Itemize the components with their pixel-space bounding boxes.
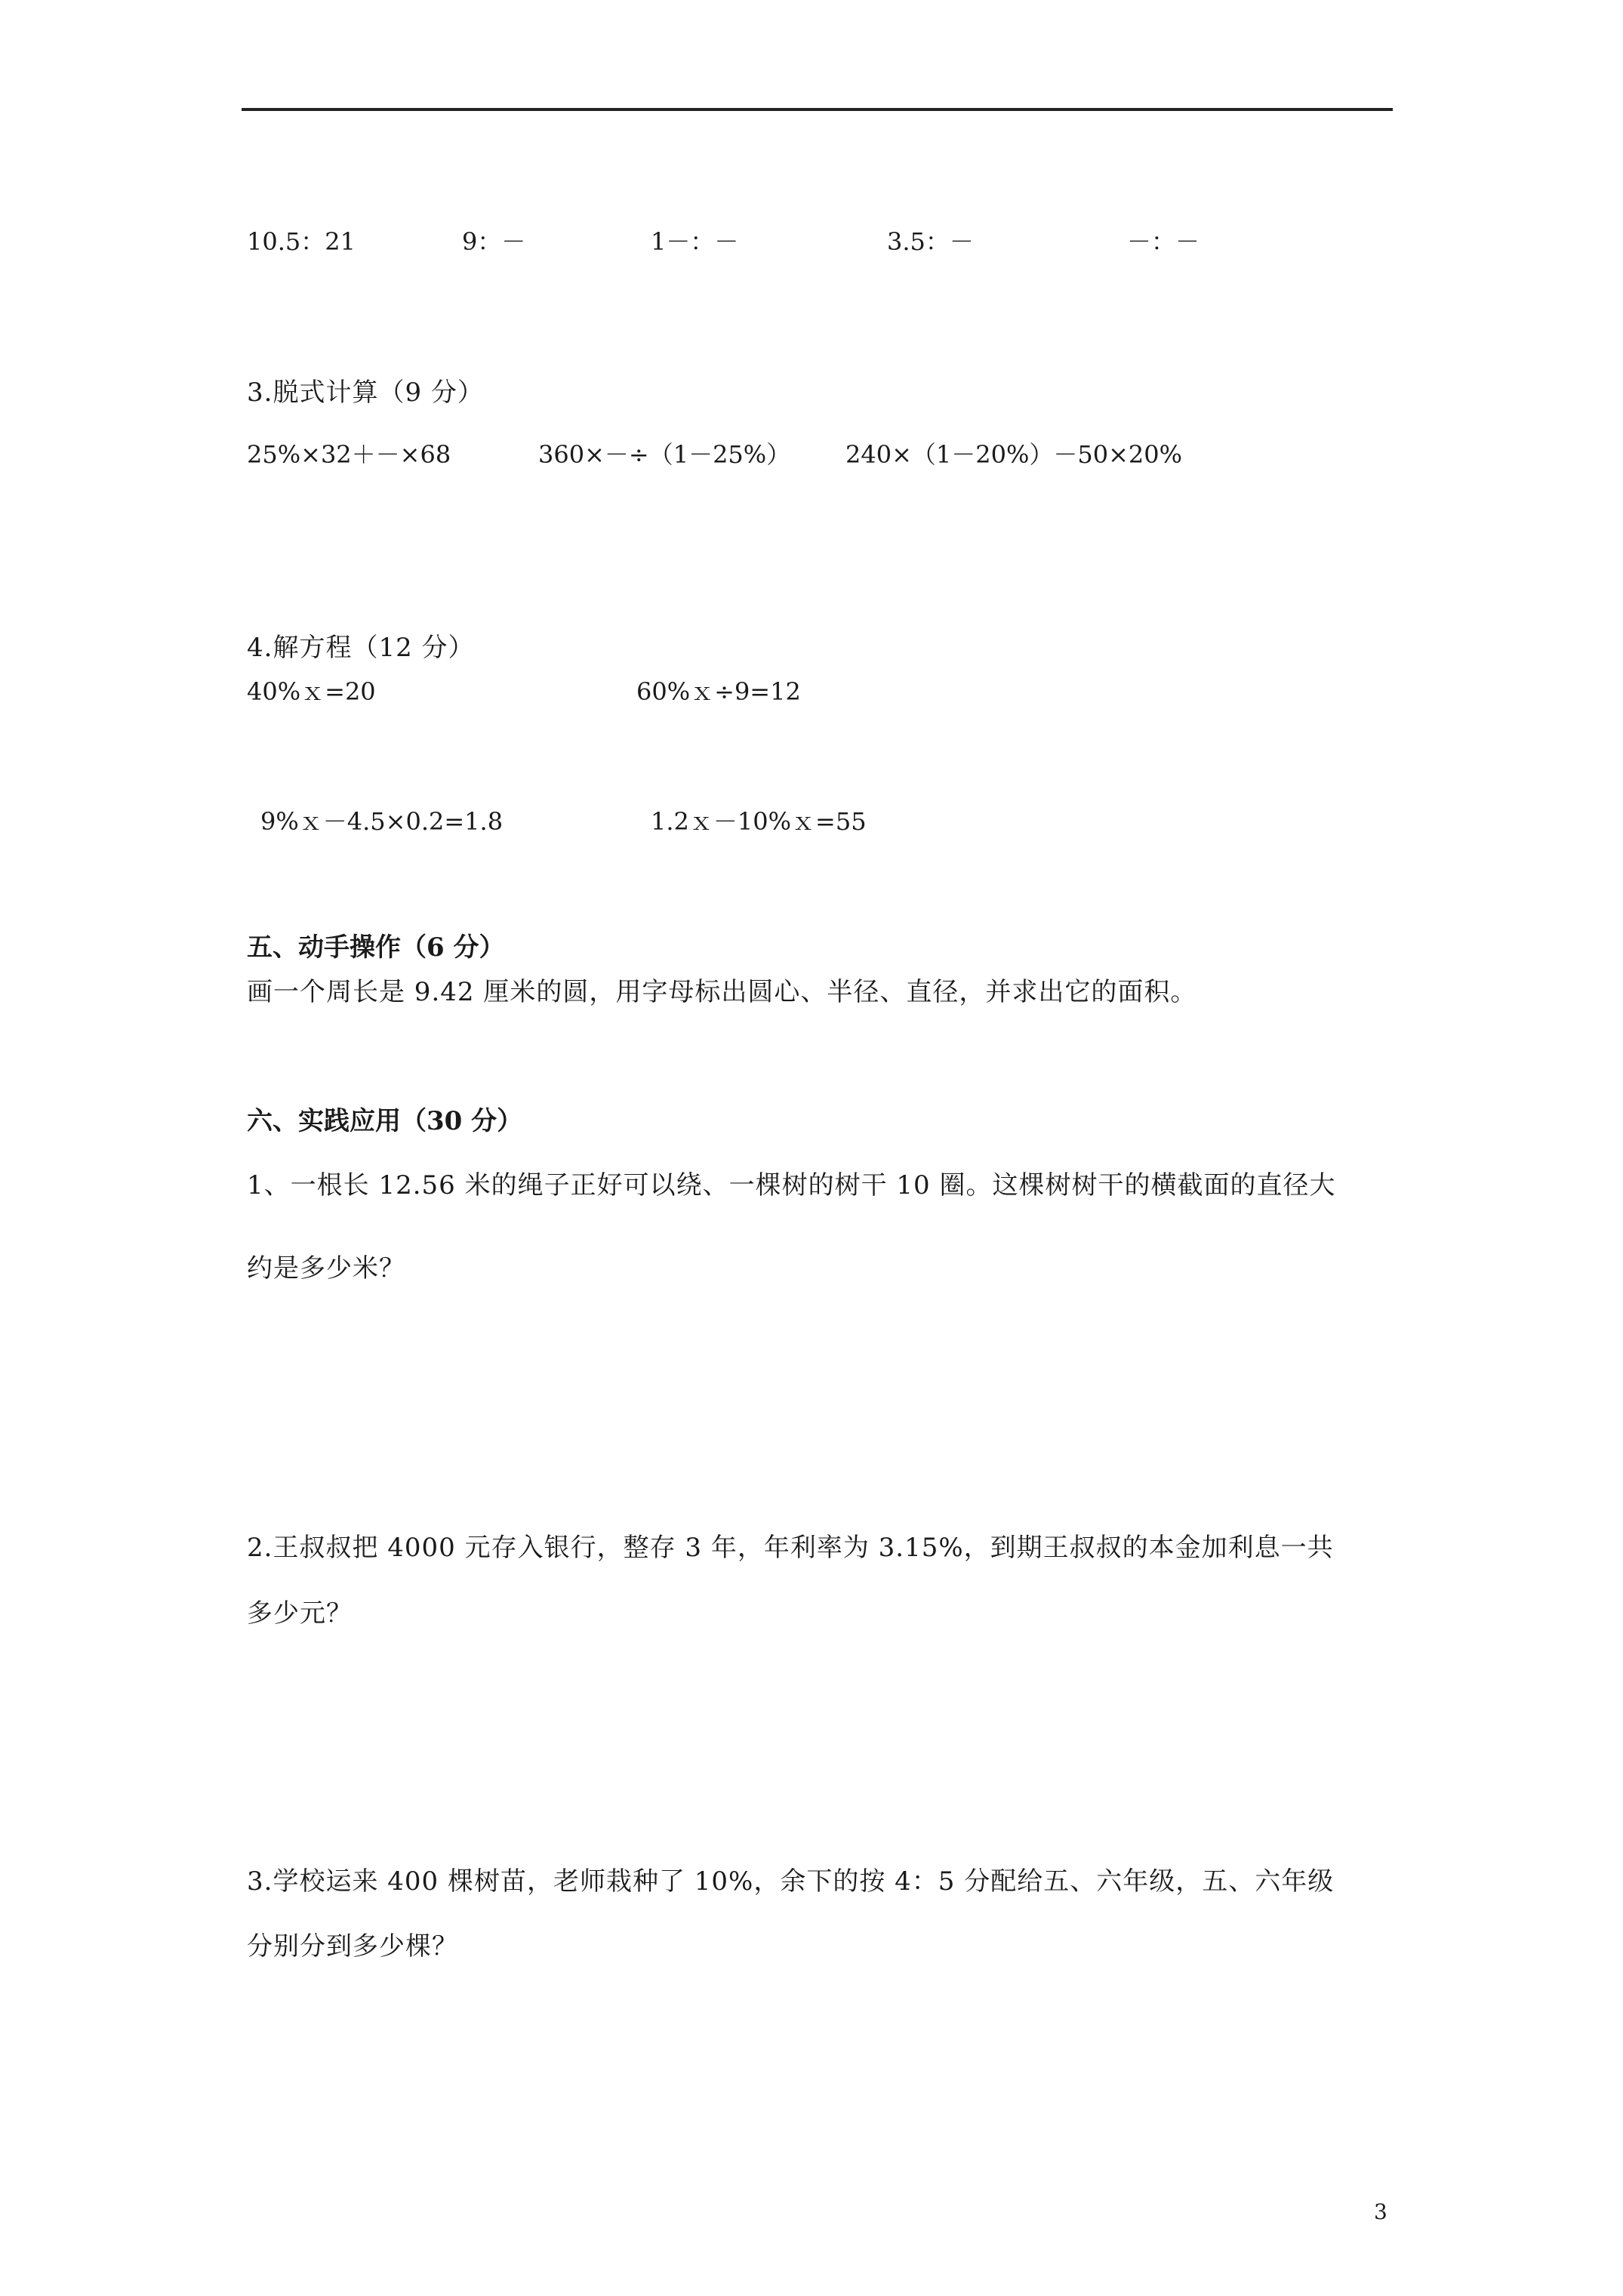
q3-line1: 3.学校运来 400 棵树苗，老师栽种了 10%，余下的按 4：5 分配给五、六年级，五、六年级 bbox=[247, 1866, 1335, 1897]
ratio-item-5: －：－ bbox=[1127, 227, 1200, 256]
equation-4: 1.2ｘ－10%ｘ=55 bbox=[651, 807, 867, 836]
equation-3: 9%ｘ－4.5×0.2=1.8 bbox=[260, 807, 504, 836]
section5-text: 画一个周长是 9.42 厘米的圆，用字母标出圆心、半径、直径，并求出它的面积。 bbox=[247, 977, 1197, 1007]
ratio-item-1: 10.5：21 bbox=[247, 227, 356, 256]
calc-item-2: 360×－÷（1－25%） bbox=[538, 440, 791, 469]
ratio-item-3: 1－：－ bbox=[651, 227, 739, 256]
q1-line2: 约是多少米？ bbox=[247, 1253, 405, 1284]
header-rule bbox=[242, 108, 1393, 111]
ratio-item-4: 3.5：－ bbox=[887, 227, 974, 256]
q3-line2: 分别分到多少棵？ bbox=[247, 1931, 458, 1962]
calc-heading: 3.脱式计算（9 分） bbox=[247, 378, 484, 408]
q1-line1: 1、一根长 12.56 米的绳子正好可以绕、一棵树的树干 10 圈。这棵树树干的横截面的直径大 bbox=[247, 1170, 1336, 1200]
equation-1: 40%ｘ=20 bbox=[247, 677, 376, 706]
calc-item-3: 240×（1－20%）－50×20% bbox=[845, 440, 1183, 469]
section6-heading: 六、实践应用（30 分） bbox=[247, 1106, 523, 1136]
equation-2: 60%ｘ÷9=12 bbox=[636, 677, 801, 706]
equations-heading: 4.解方程（12 分） bbox=[247, 633, 475, 663]
section5-heading: 五、动手操作（6 分） bbox=[247, 932, 505, 963]
ratio-item-2: 9：－ bbox=[462, 227, 526, 256]
calc-item-1: 25%×32＋－×68 bbox=[247, 440, 451, 469]
q2-line1: 2.王叔叔把 4000 元存入银行，整存 3 年，年利率为 3.15%，到期王叔叔的本金加利息一共 bbox=[247, 1533, 1334, 1563]
page-number: 3 bbox=[1374, 2199, 1387, 2224]
q2-line2: 多少元？ bbox=[247, 1598, 353, 1629]
